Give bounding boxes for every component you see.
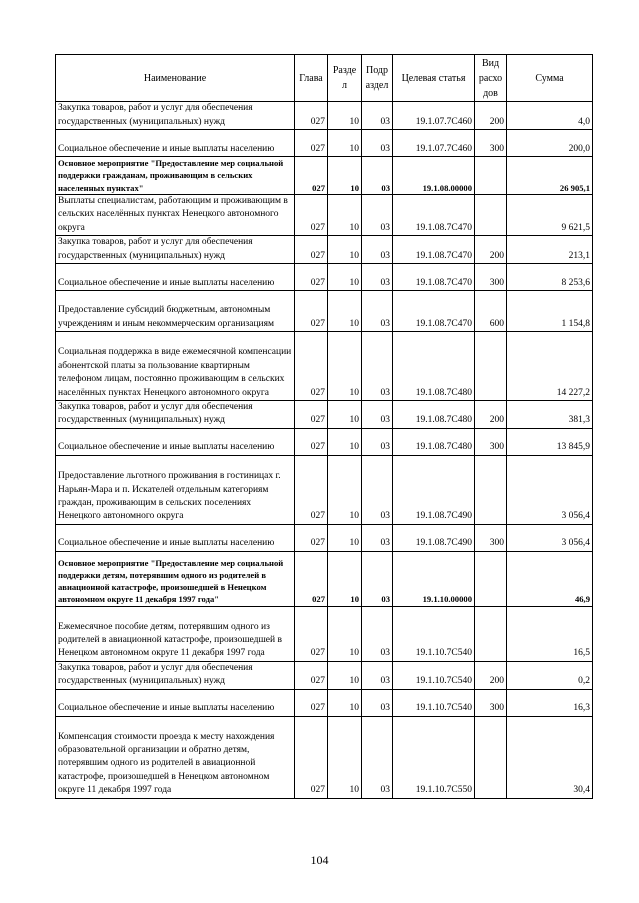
cell-subsection: 03 [362,524,393,551]
cell-section: 10 [328,455,362,524]
cell-target: 19.1.07.7С460 [393,102,475,130]
cell-subsection: 03 [362,290,393,331]
cell-name: Компенсация стоимости проезда к месту нахождения образовательной организации и обратно детям, потерявшим одного из родителей в авиационной катастрофе, произошедшей в Ненецком автономном округе 11 декабря 1997 года [56,716,295,798]
cell-chapter: 027 [295,661,328,689]
cell-chapter: 027 [295,455,328,524]
cell-type [475,194,507,235]
cell-type [475,606,507,661]
cell-chapter: 027 [295,102,328,130]
cell-section: 10 [328,428,362,455]
cell-subsection: 03 [362,689,393,716]
cell-section: 10 [328,102,362,130]
cell-chapter: 027 [295,716,328,798]
cell-sum: 16,5 [507,606,593,661]
cell-sum: 381,3 [507,400,593,428]
cell-sum: 9 621,5 [507,194,593,235]
table-row [56,428,593,455]
table-row [56,157,593,195]
cell-section: 10 [328,606,362,661]
cell-chapter: 027 [295,606,328,661]
table-row [56,236,593,264]
cell-sum: 3 056,4 [507,524,593,551]
cell-type: 300 [475,130,507,157]
cell-sum: 4,0 [507,102,593,130]
cell-chapter: 027 [295,524,328,551]
header-target: Целевая статья [393,55,475,102]
cell-subsection: 03 [362,194,393,235]
cell-section: 10 [328,157,362,195]
cell-type: 200 [475,661,507,689]
cell-type: 300 [475,263,507,290]
cell-target: 19.1.10.7С540 [393,661,475,689]
cell-name: Социальное обеспечение и иные выплаты населению [56,524,295,551]
cell-section: 10 [328,716,362,798]
header-sum: Сумма [507,55,593,102]
cell-type: 200 [475,236,507,264]
cell-sum: 200,0 [507,130,593,157]
cell-subsection: 03 [362,102,393,130]
table-row [56,290,593,331]
table-row [56,661,593,689]
cell-section: 10 [328,524,362,551]
cell-section: 10 [328,400,362,428]
cell-section: 10 [328,263,362,290]
cell-section: 10 [328,194,362,235]
cell-type: 600 [475,290,507,331]
cell-subsection: 03 [362,157,393,195]
table-body [56,102,593,799]
cell-section: 10 [328,331,362,400]
cell-sum: 13 845,9 [507,428,593,455]
table-row [56,455,593,524]
cell-type: 200 [475,400,507,428]
cell-target: 19.1.10.7С550 [393,716,475,798]
cell-name: Выплаты специалистам, работающим и проживающим в сельских населённых пунктах Ненецкого автономного округа [56,194,295,235]
table-row [56,263,593,290]
cell-subsection: 03 [362,130,393,157]
cell-name: Закупка товаров, работ и услуг для обеспечения государственных (муниципальных) нужд [56,661,295,689]
table-header-row [56,55,593,102]
table-row [56,551,593,606]
cell-target: 19.1.10.7С540 [393,689,475,716]
table-row [56,331,593,400]
cell-chapter: 027 [295,157,328,195]
cell-subsection: 03 [362,716,393,798]
cell-name: Закупка товаров, работ и услуг для обеспечения государственных (муниципальных) нужд [56,236,295,264]
cell-sum: 213,1 [507,236,593,264]
cell-target: 19.1.08.00000 [393,157,475,195]
cell-sum: 0,2 [507,661,593,689]
cell-type: 300 [475,524,507,551]
table-row [56,400,593,428]
cell-sum: 46,9 [507,551,593,606]
cell-name: Ежемесячное пособие детям, потерявшим одного из родителей в авиационной катастрофе, произошедшей в Ненецком автономном округе 11 декабря 1997 года [56,606,295,661]
cell-type: 300 [475,689,507,716]
cell-target: 19.1.08.7С490 [393,524,475,551]
cell-target: 19.1.08.7С490 [393,455,475,524]
table-row [56,102,593,130]
cell-type [475,455,507,524]
cell-target: 19.1.08.7С470 [393,194,475,235]
header-section: Разде л [328,55,362,102]
header-name: Наименование [56,55,295,102]
cell-section: 10 [328,661,362,689]
cell-chapter: 027 [295,236,328,264]
cell-target: 19.1.08.7С470 [393,236,475,264]
cell-sum: 14 227,2 [507,331,593,400]
cell-type: 200 [475,102,507,130]
header-subsection: Подр аздел [362,55,393,102]
cell-chapter: 027 [295,428,328,455]
cell-subsection: 03 [362,551,393,606]
cell-name: Предоставление субсидий бюджетным, автономным учреждениям и иным некоммерческим организациям [56,290,295,331]
cell-sum: 26 905,1 [507,157,593,195]
page-number: 104 [310,853,329,867]
cell-subsection: 03 [362,428,393,455]
table-row [56,194,593,235]
table-row [56,716,593,798]
budget-table [55,54,593,799]
cell-name: Социальная поддержка в виде ежемесячной компенсации абонентской платы за пользование квартирным телефоном лицам, постоянно проживающим в сельских населённых пунктах Ненецкого автономного округа [56,331,295,400]
cell-chapter: 027 [295,290,328,331]
cell-name: Закупка товаров, работ и услуг для обеспечения государственных (муниципальных) нужд [56,400,295,428]
cell-type [475,551,507,606]
table-row [56,524,593,551]
cell-target: 19.1.10.00000 [393,551,475,606]
cell-type [475,716,507,798]
cell-subsection: 03 [362,606,393,661]
cell-target: 19.1.08.7С480 [393,400,475,428]
cell-type [475,331,507,400]
cell-sum: 30,4 [507,716,593,798]
cell-subsection: 03 [362,400,393,428]
table-row [56,130,593,157]
cell-section: 10 [328,689,362,716]
cell-target: 19.1.10.7С540 [393,606,475,661]
cell-sum: 16,3 [507,689,593,716]
cell-chapter: 027 [295,551,328,606]
cell-chapter: 027 [295,400,328,428]
cell-name: Основное мероприятие "Предоставление мер социальной поддержки детям, потерявшим одного из родителей в авиационной катастрофе, произошедшей в Ненецком автономном округе 11 декабря 1997 года" [56,551,295,606]
cell-name: Социальное обеспечение и иные выплаты населению [56,263,295,290]
table-row [56,689,593,716]
cell-subsection: 03 [362,263,393,290]
cell-name: Социальное обеспечение и иные выплаты населению [56,428,295,455]
cell-subsection: 03 [362,455,393,524]
cell-chapter: 027 [295,689,328,716]
cell-target: 19.1.08.7С470 [393,263,475,290]
cell-section: 10 [328,236,362,264]
cell-sum: 1 154,8 [507,290,593,331]
cell-name: Основное мероприятие "Предоставление мер социальной поддержки гражданам, проживающим в сельских населенных пунктах" [56,157,295,195]
cell-subsection: 03 [362,661,393,689]
cell-target: 19.1.08.7С470 [393,290,475,331]
cell-chapter: 027 [295,194,328,235]
cell-target: 19.1.08.7С480 [393,331,475,400]
cell-section: 10 [328,551,362,606]
cell-sum: 3 056,4 [507,455,593,524]
cell-type [475,157,507,195]
cell-sum: 8 253,6 [507,263,593,290]
header-chapter: Глава [295,55,328,102]
cell-name: Социальное обеспечение и иные выплаты населению [56,689,295,716]
cell-section: 10 [328,290,362,331]
cell-name: Социальное обеспечение и иные выплаты населению [56,130,295,157]
cell-subsection: 03 [362,331,393,400]
cell-target: 19.1.08.7С480 [393,428,475,455]
cell-chapter: 027 [295,263,328,290]
header-type: Вид расхо дов [475,55,507,102]
cell-subsection: 03 [362,236,393,264]
table-row [56,606,593,661]
cell-type: 300 [475,428,507,455]
cell-name: Предоставление льготного проживания в гостиницах г. Нарьян-Мара и п. Искателей отдельным категориям граждан, проживающим в сельских поселениях Ненецкого автономного округа [56,455,295,524]
cell-chapter: 027 [295,331,328,400]
cell-name: Закупка товаров, работ и услуг для обеспечения государственных (муниципальных) нужд [56,102,295,130]
cell-target: 19.1.07.7С460 [393,130,475,157]
cell-chapter: 027 [295,130,328,157]
cell-section: 10 [328,130,362,157]
